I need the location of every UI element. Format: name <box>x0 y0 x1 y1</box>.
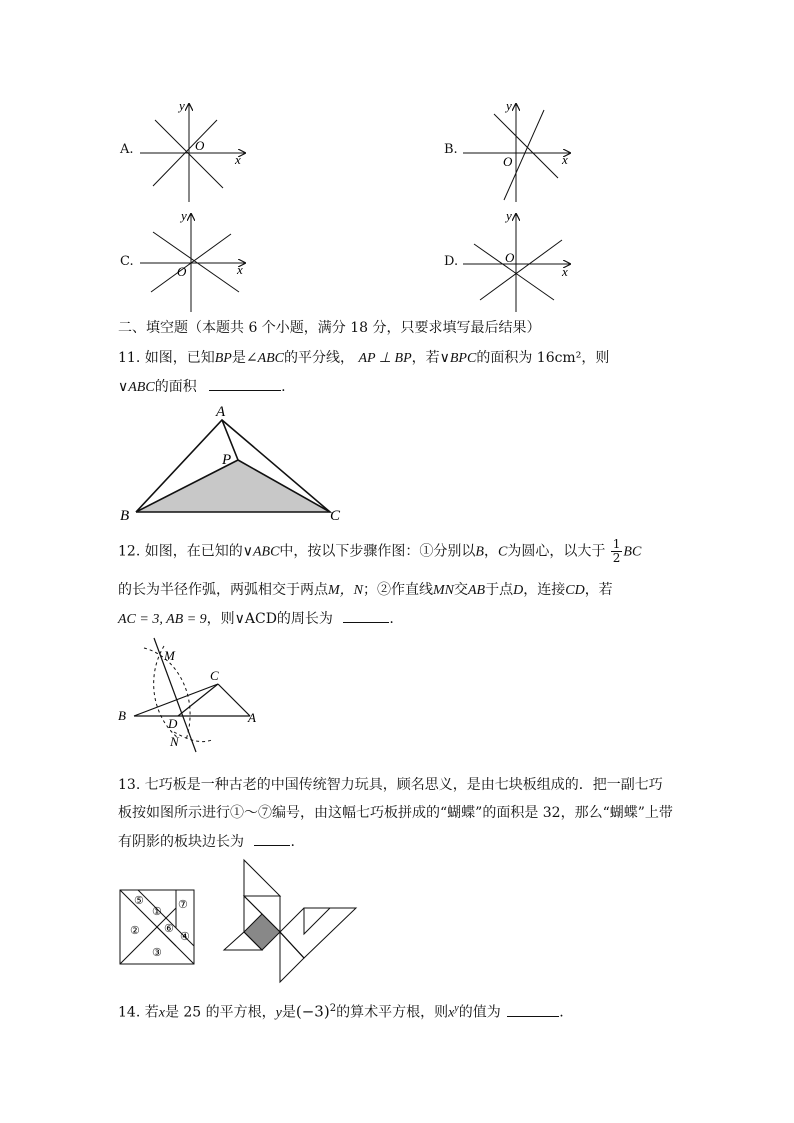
point-c: C <box>210 668 219 683</box>
svg-text:y: y <box>506 208 512 223</box>
vertex-c: C <box>330 508 341 524</box>
q14-line: 14. 若x是 25 的平方根，y是$(-3)^2$的算术平方根，则$x^y$的值为 . <box>118 1002 564 1021</box>
answer-blank[interactable] <box>507 1002 559 1017</box>
vertex-b: B <box>120 508 130 524</box>
q12-line3: AC = 3, AB = 9，则∨ACD的周长为 . <box>118 608 394 630</box>
piece-6: ⑥ <box>164 923 174 935</box>
q12-figure <box>116 636 266 754</box>
answer-blank[interactable] <box>209 376 281 391</box>
option-c-letter[interactable]: C. <box>120 254 134 269</box>
q13-line3: 有阴影的板块边长为 . <box>118 831 295 852</box>
point-m: M <box>164 648 175 663</box>
piece-1: ① <box>152 906 162 918</box>
svg-text:x: x <box>562 264 568 279</box>
option-a-letter[interactable]: A. <box>120 142 134 157</box>
option-c-graph <box>135 208 255 316</box>
tangram-square <box>118 888 198 968</box>
answer-blank[interactable] <box>343 608 389 623</box>
q12-line2: 的长为半径作弧，两弧相交于两点M，N；②作直线MN交AB于点D，连接CD，若 <box>118 582 613 598</box>
option-b-letter[interactable]: B. <box>444 142 458 157</box>
svg-text:O: O <box>177 264 187 279</box>
x-axis-label: x <box>235 152 241 167</box>
origin-label: O <box>195 138 205 153</box>
svg-text:O: O <box>503 154 513 169</box>
svg-text:y: y <box>506 98 512 113</box>
point-b: B <box>118 708 126 723</box>
answer-blank[interactable] <box>254 831 290 846</box>
point-d: D <box>168 716 178 731</box>
q13-line1: 13. 七巧板是一种古老的中国传统智力玩具，顾名思义，是由七块板组成的．把一副七巧 <box>118 777 663 793</box>
option-d-graph <box>458 208 578 316</box>
y-axis-label: y <box>179 98 185 113</box>
section-heading: 二、填空题（本题共 6 个小题，满分 18 分，只要求填写最后结果） <box>118 320 541 336</box>
svg-text:x: x <box>237 262 243 277</box>
point-a: A <box>248 710 256 725</box>
svg-text:x: x <box>562 152 568 167</box>
piece-2: ② <box>130 925 140 937</box>
vertex-p: P <box>222 452 232 468</box>
tangram-butterfly <box>222 858 362 984</box>
q12-line1: 12. 如图，在已知的∨ABC中，按以下步骤作图：①分别以B，C为圆心，以大于 $\frac{1}{2}$ BC <box>118 537 642 565</box>
vertex-a: A <box>216 404 226 420</box>
q11-line2: ∨ABC的面积 . <box>118 376 286 398</box>
option-b-graph <box>458 98 578 206</box>
option-d-letter[interactable]: D. <box>444 254 459 269</box>
piece-3: ③ <box>152 947 162 959</box>
svg-text:O: O <box>505 250 515 265</box>
q13-line2: 板按如图所示进行①～⑦编号，由这幅七巧板拼成的“蝴蝶”的面积是 32，那么“蝴蝶”上带 <box>118 805 673 821</box>
svg-text:y: y <box>181 208 187 223</box>
piece-4: ④ <box>180 931 190 943</box>
piece-5: ⑤ <box>134 895 144 907</box>
q11-figure <box>118 402 358 524</box>
point-n: N <box>170 734 179 749</box>
q11-line1: 11. 如图，已知BP是∠ABC的平分线， AP ⊥ BP，若∨BPC的面积为 16cm²，则 <box>118 350 610 366</box>
option-a-graph <box>135 98 255 206</box>
piece-7: ⑦ <box>178 899 188 911</box>
